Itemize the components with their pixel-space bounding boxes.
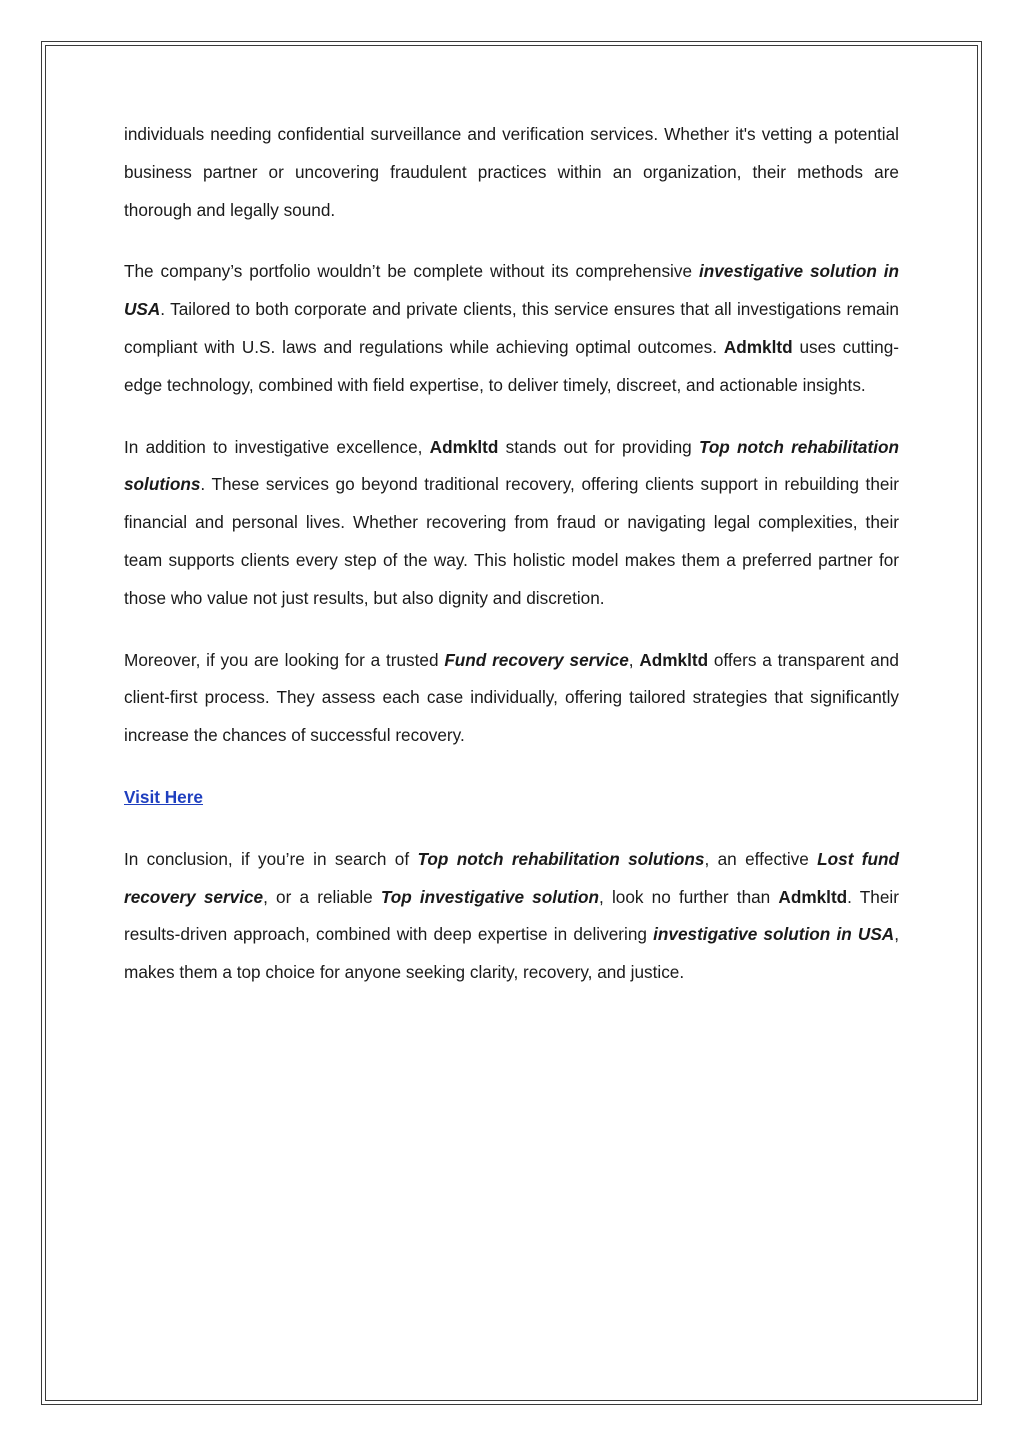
paragraph-5-text-6: , makes them a top choice for anyone seeking clarity, recovery, and justice.: [124, 924, 899, 983]
emphasis-rehabilitation-solutions: Top notch rehabilitation solutions: [124, 436, 899, 495]
brand-name: Admkltd: [429, 436, 499, 457]
paragraph-5-text-4: , look no further than: [599, 886, 779, 907]
paragraph-5-text-1: In conclusion, if you’re in search of: [124, 848, 418, 869]
paragraph-5-text-3: , or a reliable: [263, 886, 381, 907]
brand-name: Admkltd: [723, 336, 793, 357]
emphasis-investigative-solution: investigative solution in USA: [124, 261, 900, 320]
paragraph-4-text-1: Moreover, if you are looking for a trusted: [124, 649, 445, 670]
brand-name: Admkltd: [778, 886, 848, 907]
emphasis-lost-fund-recovery-service: Lost fund recovery service: [124, 848, 900, 907]
paragraph-2: [124, 253, 899, 404]
paragraph-5-text-2: , an effective: [704, 848, 818, 869]
emphasis-rehabilitation-solutions: Top notch rehabilitation solutions: [417, 848, 705, 869]
emphasis-investigative-solution: investigative solution in USA: [653, 924, 895, 945]
paragraph-3-text-2: stands out for providing: [498, 436, 699, 457]
paragraph-3: [124, 429, 899, 618]
brand-name: Admkltd: [639, 649, 709, 670]
paragraph-2-text-2: . Tailored to both corporate and private clients, this service ensures that all investigations remain compliant with U.S. laws and regulations while achieving optimal outcomes.: [124, 299, 899, 357]
paragraph-4-text-3: offers a transparent and client-first process. They assess each case individually, offering tailored strategies that significantly increase the chances of successful recovery.: [124, 649, 899, 746]
paragraph-3-text-3: . These services go beyond traditional recovery, offering clients support in rebuilding their financial and personal lives. Whether recovering from fraud or navigating legal complexities, their team supports clients every step of the way. This holistic model makes them a preferred partner for those who value not just results, but also dignity and discretion.: [124, 474, 899, 608]
emphasis-top-investigative-solution: Top investigative solution: [380, 886, 599, 907]
document-body: [124, 116, 899, 1016]
visit-here-link[interactable]: Visit Here: [124, 786, 203, 807]
paragraph-5: [124, 841, 899, 992]
paragraph-5-text-5: . Their results-driven approach, combined with deep expertise in delivering: [124, 886, 899, 945]
paragraph-4: [124, 642, 899, 755]
paragraph-3-text-1: In addition to investigative excellence,: [124, 436, 430, 457]
paragraph-1: [124, 116, 899, 229]
paragraph-4-text-2: ,: [628, 649, 640, 670]
emphasis-fund-recovery-service: Fund recovery service: [444, 649, 629, 670]
paragraph-2-text-1: The company’s portfolio wouldn’t be complete without its comprehensive: [124, 261, 699, 282]
link-paragraph: [124, 779, 899, 817]
paragraph-1-text: individuals needing confidential surveillance and verification services. Whether it's vetting a potential business partner or uncovering fraudulent practices within an organization, their methods are thorough and legally sound.: [124, 124, 899, 220]
paragraph-2-text-3: uses cutting-edge technology, combined with field expertise, to deliver timely, discreet, and actionable insights.: [124, 336, 899, 395]
